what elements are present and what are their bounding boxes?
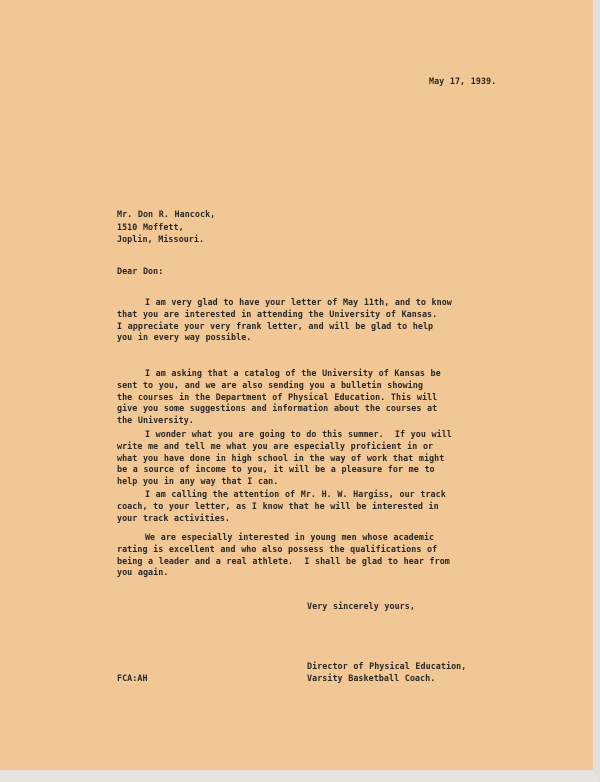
paragraph-line: what you have done in high school in the way of work that might bbox=[117, 452, 445, 463]
paragraph-line: I am calling the attention of Mr. H. W. Hargiss, our track bbox=[117, 489, 446, 499]
body-paragraph-4 bbox=[117, 489, 446, 524]
address-line-street: 1510 Moffett, bbox=[117, 221, 184, 232]
body-paragraph-1 bbox=[117, 297, 452, 344]
paragraph-line: be a source of income to you, it will be a pleasure for me to bbox=[117, 464, 435, 475]
recipient-address bbox=[117, 208, 215, 246]
paragraph-line: We are especially interested in young men whose academic bbox=[117, 532, 435, 542]
paragraph-line: give you some suggestions and information about the courses at bbox=[117, 403, 438, 414]
salutation: Dear Don: bbox=[117, 266, 164, 276]
reference-initials: FCA:AH bbox=[117, 673, 148, 683]
signature-title-line: Varsity Basketball Coach. bbox=[307, 673, 436, 684]
paragraph-line: write me and tell me what you are especially proficient in or bbox=[117, 440, 434, 451]
paragraph-line: I wonder what you are going to do this summer. If you will bbox=[117, 429, 452, 439]
paragraph-line: the courses in the Department of Physical Education. This will bbox=[117, 391, 438, 402]
paragraph-line: I appreciate your very frank letter, and will be glad to help bbox=[117, 320, 434, 331]
paragraph-line: coach, to your letter, as I know that he will be interested in bbox=[117, 500, 439, 511]
paragraph-line: the University. bbox=[117, 415, 194, 426]
address-line-city: Joplin, Missouri. bbox=[117, 234, 205, 245]
paragraph-line: being a leader and a real athlete. I shall be glad to hear from bbox=[117, 555, 450, 566]
paragraph-line: I am very glad to have your letter of May 11th, and to know bbox=[117, 297, 452, 307]
complimentary-close: Very sincerely yours, bbox=[307, 601, 415, 611]
letter-date: May 17, 1939. bbox=[429, 76, 497, 86]
paragraph-line: you in every way possible. bbox=[117, 332, 252, 343]
body-paragraph-2 bbox=[117, 368, 441, 427]
signature-block bbox=[307, 660, 466, 685]
signature-title-line: Director of Physical Education, bbox=[307, 661, 467, 671]
body-paragraph-5 bbox=[117, 532, 450, 579]
paragraph-line: help you in any way that I can. bbox=[117, 476, 279, 487]
address-line-name: Mr. Don R. Hancock, bbox=[117, 209, 216, 219]
paragraph-line: your track activities. bbox=[117, 512, 231, 523]
paragraph-line: you again. bbox=[117, 567, 169, 578]
paragraph-line: I am asking that a catalog of the University of Kansas be bbox=[117, 368, 441, 378]
paragraph-line: that you are interested in attending the University of Kansas. bbox=[117, 308, 438, 319]
body-paragraph-3 bbox=[117, 429, 452, 488]
paragraph-line: rating is excellent and who also possess the qualifications of bbox=[117, 543, 438, 554]
paragraph-line: sent to you, and we are also sending you a bulletin showing bbox=[117, 379, 423, 390]
